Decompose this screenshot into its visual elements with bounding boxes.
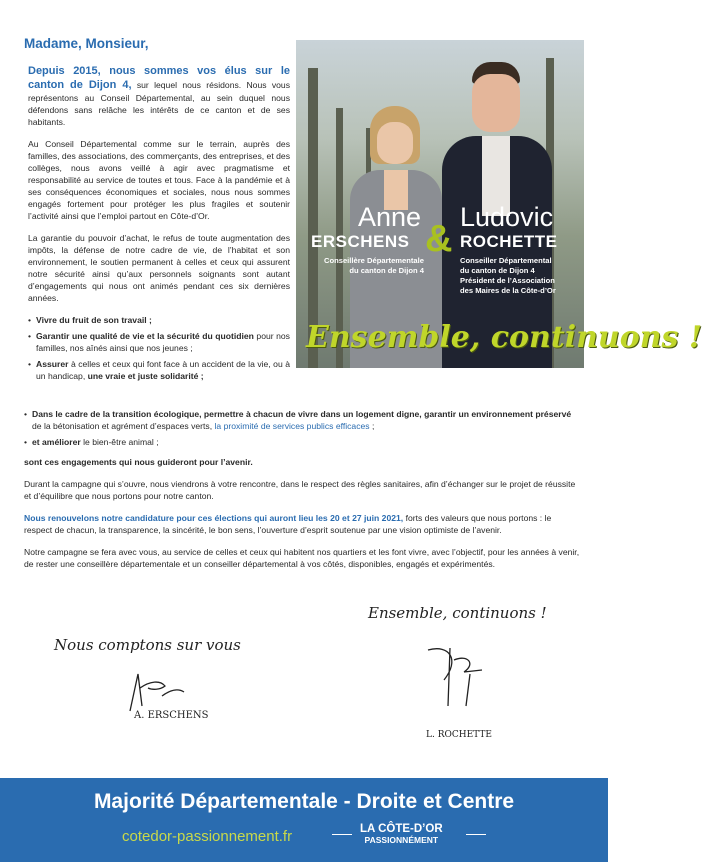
role-line: Conseiller Départemental bbox=[460, 256, 552, 265]
ludovic-first-name: Ludovic bbox=[460, 202, 554, 232]
role-line: Conseillère Départementale bbox=[323, 256, 424, 265]
ludovic-last-name: ROCHETTE bbox=[460, 232, 558, 251]
cote-dor-logo bbox=[332, 824, 443, 845]
wide-text-block bbox=[24, 408, 580, 580]
bullet-blue: la proximité de services publics efficaces bbox=[214, 421, 370, 431]
list-item bbox=[28, 330, 290, 354]
handwritten-note-left: Nous comptons sur vous bbox=[54, 636, 241, 654]
role-line: du canton de Dijon 4 bbox=[349, 266, 424, 275]
logo-line: PASSIONNÉMENT bbox=[364, 835, 439, 845]
anne-last-name: ERSCHENS bbox=[311, 232, 410, 251]
left-column-text bbox=[28, 64, 290, 386]
bullet-text: ; bbox=[369, 421, 375, 431]
commitments-list bbox=[28, 314, 290, 382]
role-line: Président de l’Association bbox=[460, 276, 555, 285]
paragraph-2: Au Conseil Départemental comme sur le terrain, auprès des familles, des associations, des commerçants, des entreprises, et des collèges, nous avons veillé à agir avec pragmatisme et responsabilité au service de toutes et tous. Face à la pandémie et à ses conséquences économiques et sociales, nous nous sommes engagés fortement pour protéger les plus fragiles et soutenir l’activité ainsi que l’emploi partout en Côte-d’Or. bbox=[28, 139, 290, 221]
candidacy-announcement: Nous renouvelons notre candidature pour ces élections qui auront lieu les 20 et 27 juin 2021, bbox=[24, 513, 404, 523]
closing-line: sont ces engagements qui nous guideront pour l’avenir. bbox=[24, 457, 253, 467]
anne-role bbox=[314, 256, 424, 276]
ampersand: & bbox=[425, 218, 453, 260]
handwritten-note-right: Ensemble, continuons ! bbox=[368, 604, 547, 622]
signature-name-right: L. ROCHETTE bbox=[426, 730, 492, 740]
intro-lead: Depuis 2015, nous sommes vos élus sur le canton de Dijon 4, bbox=[28, 65, 290, 91]
footer-banner bbox=[0, 778, 608, 862]
bullet-text: pour nos familles, nos aînés ainsi que nos jeunes ; bbox=[36, 331, 290, 353]
bullet-bold: Garantir une qualité de vie et la sécurité du quotidien bbox=[36, 331, 254, 341]
list-item: • et améliorer le bien-être animal ; bbox=[24, 437, 159, 447]
bullet-bold: Vivre du fruit de son travail ; bbox=[36, 315, 152, 325]
role-line: des Maires de la Côte-d’Or bbox=[460, 286, 556, 295]
bullet-text: le bien-être animal ; bbox=[80, 437, 159, 447]
paragraph-6: Notre campagne se fera avec vous, au service de celles et ceux qui habitent nos quartiers et les font vivre, avec l’objectif, pour les années à venir, de rester une conseillère départementale et un conseiller départemental à vos côtés, disponibles, engagés et expérimentés. bbox=[24, 547, 580, 569]
list-item: • Dans le cadre de la transition écologique, permettre à chacun de vivre dans un logement digne, garantir un environnement préservé de la bétonisation et agrément d’espaces verts, la proximité de services publics efficaces ; bbox=[24, 409, 572, 431]
signature-name-left: A. ERSCHENS bbox=[134, 710, 209, 721]
candidates-photo bbox=[296, 40, 702, 368]
intro-rest: sur lequel nous résidons. Nous vous représentons au Conseil Départemental, au sein duquel nous défendons sans relâche les intérêts de ce canton et de ses habitants. bbox=[28, 80, 290, 127]
signature-rochette bbox=[420, 640, 500, 720]
footer-title: Majorité Départementale - Droite et Centre bbox=[93, 790, 515, 813]
paragraph-5-rest: forts des valeurs que nous portons : le respect de chacun, la transparence, la sincérité, le bon sens, l’ouverture d’esprit soutenue par une vision optimiste de l’avenir. bbox=[24, 513, 552, 535]
anne-first-name: Anne bbox=[358, 202, 422, 232]
intro-paragraph bbox=[28, 64, 290, 128]
bullet-text: de la bétonisation et agrément d’espaces verts, bbox=[32, 421, 215, 431]
paragraph-5 bbox=[24, 512, 580, 536]
bullet-bold: et améliorer bbox=[32, 437, 81, 447]
list-item bbox=[28, 358, 290, 382]
slogan: Ensemble, continuons ! bbox=[306, 320, 702, 355]
ludovic-role bbox=[460, 256, 580, 296]
greeting: Madame, Monsieur, bbox=[24, 36, 149, 51]
paragraph-3: La garantie du pouvoir d’achat, le refus de toute augmentation des impôts, la défense de notre cadre de vie, de l’habitat et son environnement, le soutien permanent à celles et ceux qui assurent notre sécurité ainsi qu’aux personnels soignants sont autant d’engagements qui nous ont animés pendant ces six dernières années. bbox=[28, 233, 290, 303]
bullet-bold: Assurer bbox=[36, 359, 69, 369]
website-link[interactable]: cotedor-passionnement.fr bbox=[122, 828, 293, 845]
bullet-text: à celles et ceux qui font face à un accident de la vie, ou à un handicap, bbox=[36, 359, 290, 381]
signature-erschens bbox=[120, 666, 190, 716]
bullet-bold: Dans le cadre de la transition écologique, permettre à chacun de vivre dans un logement digne, garantir un environnement préservé bbox=[32, 409, 572, 419]
list-item bbox=[28, 314, 290, 326]
logo-line: LA CÔTE-D’OR bbox=[360, 823, 443, 835]
paragraph-4: Durant la campagne qui s’ouvre, nous viendrons à votre rencontre, dans le respect des règles sanitaires, afin d’échanger sur le projet de réussite et d’équilibre que nous portons pour notre canton. bbox=[24, 479, 576, 501]
bullet-bold: une vraie et juste solidarité ; bbox=[87, 371, 204, 381]
role-line: du canton de Dijon 4 bbox=[460, 266, 535, 275]
